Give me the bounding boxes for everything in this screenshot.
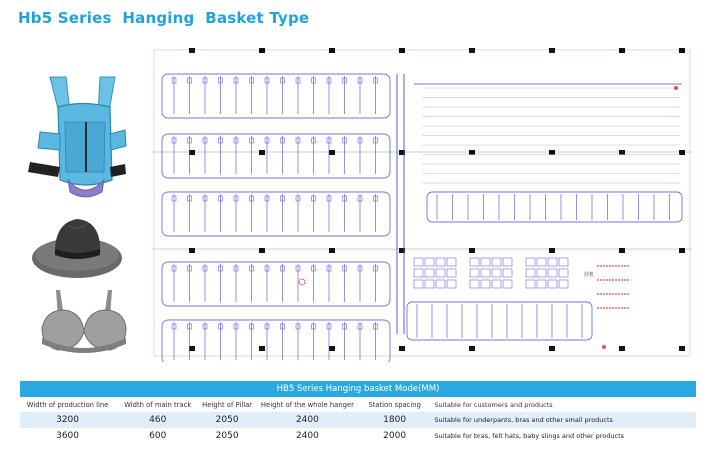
pillar-mark — [549, 346, 555, 351]
pillar-mark — [329, 48, 335, 53]
spec-table — [20, 381, 696, 444]
worktable — [447, 258, 456, 266]
worktable — [548, 258, 557, 266]
worktable — [481, 258, 490, 266]
pillar-mark — [679, 48, 685, 53]
worktable — [425, 258, 434, 266]
worktable — [481, 269, 490, 277]
line-loop — [162, 134, 390, 178]
layout-drawing — [152, 44, 692, 362]
machine-label: 挂机 — [584, 272, 595, 278]
table-header-row — [20, 397, 696, 412]
table-row — [20, 412, 696, 428]
worktable — [470, 269, 479, 277]
worktable — [537, 280, 546, 288]
worktable — [503, 258, 512, 266]
header-cell: Width of main track — [124, 400, 192, 409]
pillar-mark — [259, 48, 265, 53]
worktable — [526, 269, 535, 277]
worktable — [559, 269, 568, 277]
table-cell: 3200 — [56, 415, 80, 425]
worktable — [537, 269, 546, 277]
worktable — [436, 258, 445, 266]
red-marker — [674, 86, 678, 90]
station-loop — [427, 192, 682, 222]
worktable — [503, 269, 512, 277]
table-cell: 460 — [149, 415, 167, 425]
worktable — [492, 269, 501, 277]
pillar-mark — [679, 248, 685, 253]
line-loop — [162, 192, 390, 236]
header-cell: Height of the whole hanger — [260, 400, 354, 409]
pillar-mark — [259, 346, 265, 351]
worktable — [492, 258, 501, 266]
table-row — [20, 428, 696, 444]
table-cell: 2400 — [295, 431, 319, 441]
station-loop — [407, 302, 592, 340]
pillar-mark — [679, 346, 685, 351]
pillar-mark — [469, 248, 475, 253]
table-cell: Suitable for underpants, bras and other small products — [434, 416, 613, 424]
worktable — [470, 280, 479, 288]
table-cell: 1800 — [383, 415, 407, 425]
worktable — [559, 258, 568, 266]
table-cell: 600 — [149, 431, 167, 441]
worktable — [503, 280, 512, 288]
worktable — [559, 280, 568, 288]
pillar-mark — [329, 346, 335, 351]
pillar-mark — [189, 248, 195, 253]
red-marker — [602, 345, 606, 349]
table-cell: Suitable for bras, felt hats, baby slings and other products — [434, 432, 624, 440]
worktable — [492, 280, 501, 288]
worktable — [436, 269, 445, 277]
red-marker — [299, 279, 305, 285]
line-loop — [162, 262, 390, 306]
line-loop — [162, 74, 390, 118]
worktable — [526, 258, 535, 266]
table-cell: 2050 — [215, 415, 239, 425]
header-cell: Suitable for customers and products — [434, 400, 553, 409]
bra-image — [38, 288, 130, 358]
page-title: Hb5 Series Hanging Basket Type — [18, 9, 310, 27]
pillar-mark — [469, 346, 475, 351]
worktable — [537, 258, 546, 266]
worktable — [526, 280, 535, 288]
pillar-mark — [469, 48, 475, 53]
baby-carrier-image — [20, 72, 130, 202]
pillar-mark — [189, 150, 195, 155]
pillar-mark — [619, 48, 625, 53]
worktable — [447, 269, 456, 277]
pillar-mark — [329, 248, 335, 253]
worktable — [425, 280, 434, 288]
worktable — [548, 280, 557, 288]
drawing-border — [154, 50, 690, 356]
table-cell: 2050 — [215, 431, 239, 441]
pillar-mark — [619, 346, 625, 351]
worktable — [414, 258, 423, 266]
table-caption: HB5 Series Hanging basket Mode(MM) — [20, 381, 696, 397]
worktable — [548, 269, 557, 277]
header-cell: Width of production line — [26, 400, 109, 409]
pillar-mark — [259, 248, 265, 253]
worktable — [447, 280, 456, 288]
header-cell: Station spacing — [368, 400, 421, 409]
worktable — [425, 269, 434, 277]
pillar-mark — [189, 346, 195, 351]
pillar-mark — [549, 48, 555, 53]
pillar-mark — [399, 48, 405, 53]
header-cell: Height of Pillar — [202, 400, 253, 409]
pillar-mark — [399, 346, 405, 351]
table-cell: 2400 — [295, 415, 319, 425]
worktable — [481, 280, 490, 288]
worktable — [414, 269, 423, 277]
worktable — [436, 280, 445, 288]
worktable — [414, 280, 423, 288]
pillar-mark — [329, 150, 335, 155]
table-cell: 3600 — [56, 431, 80, 441]
pillar-mark — [619, 248, 625, 253]
pillar-mark — [189, 48, 195, 53]
felt-hat-image — [30, 213, 125, 283]
worktable — [470, 258, 479, 266]
pillar-mark — [259, 150, 265, 155]
pillar-mark — [549, 248, 555, 253]
table-cell: 2000 — [383, 431, 407, 441]
